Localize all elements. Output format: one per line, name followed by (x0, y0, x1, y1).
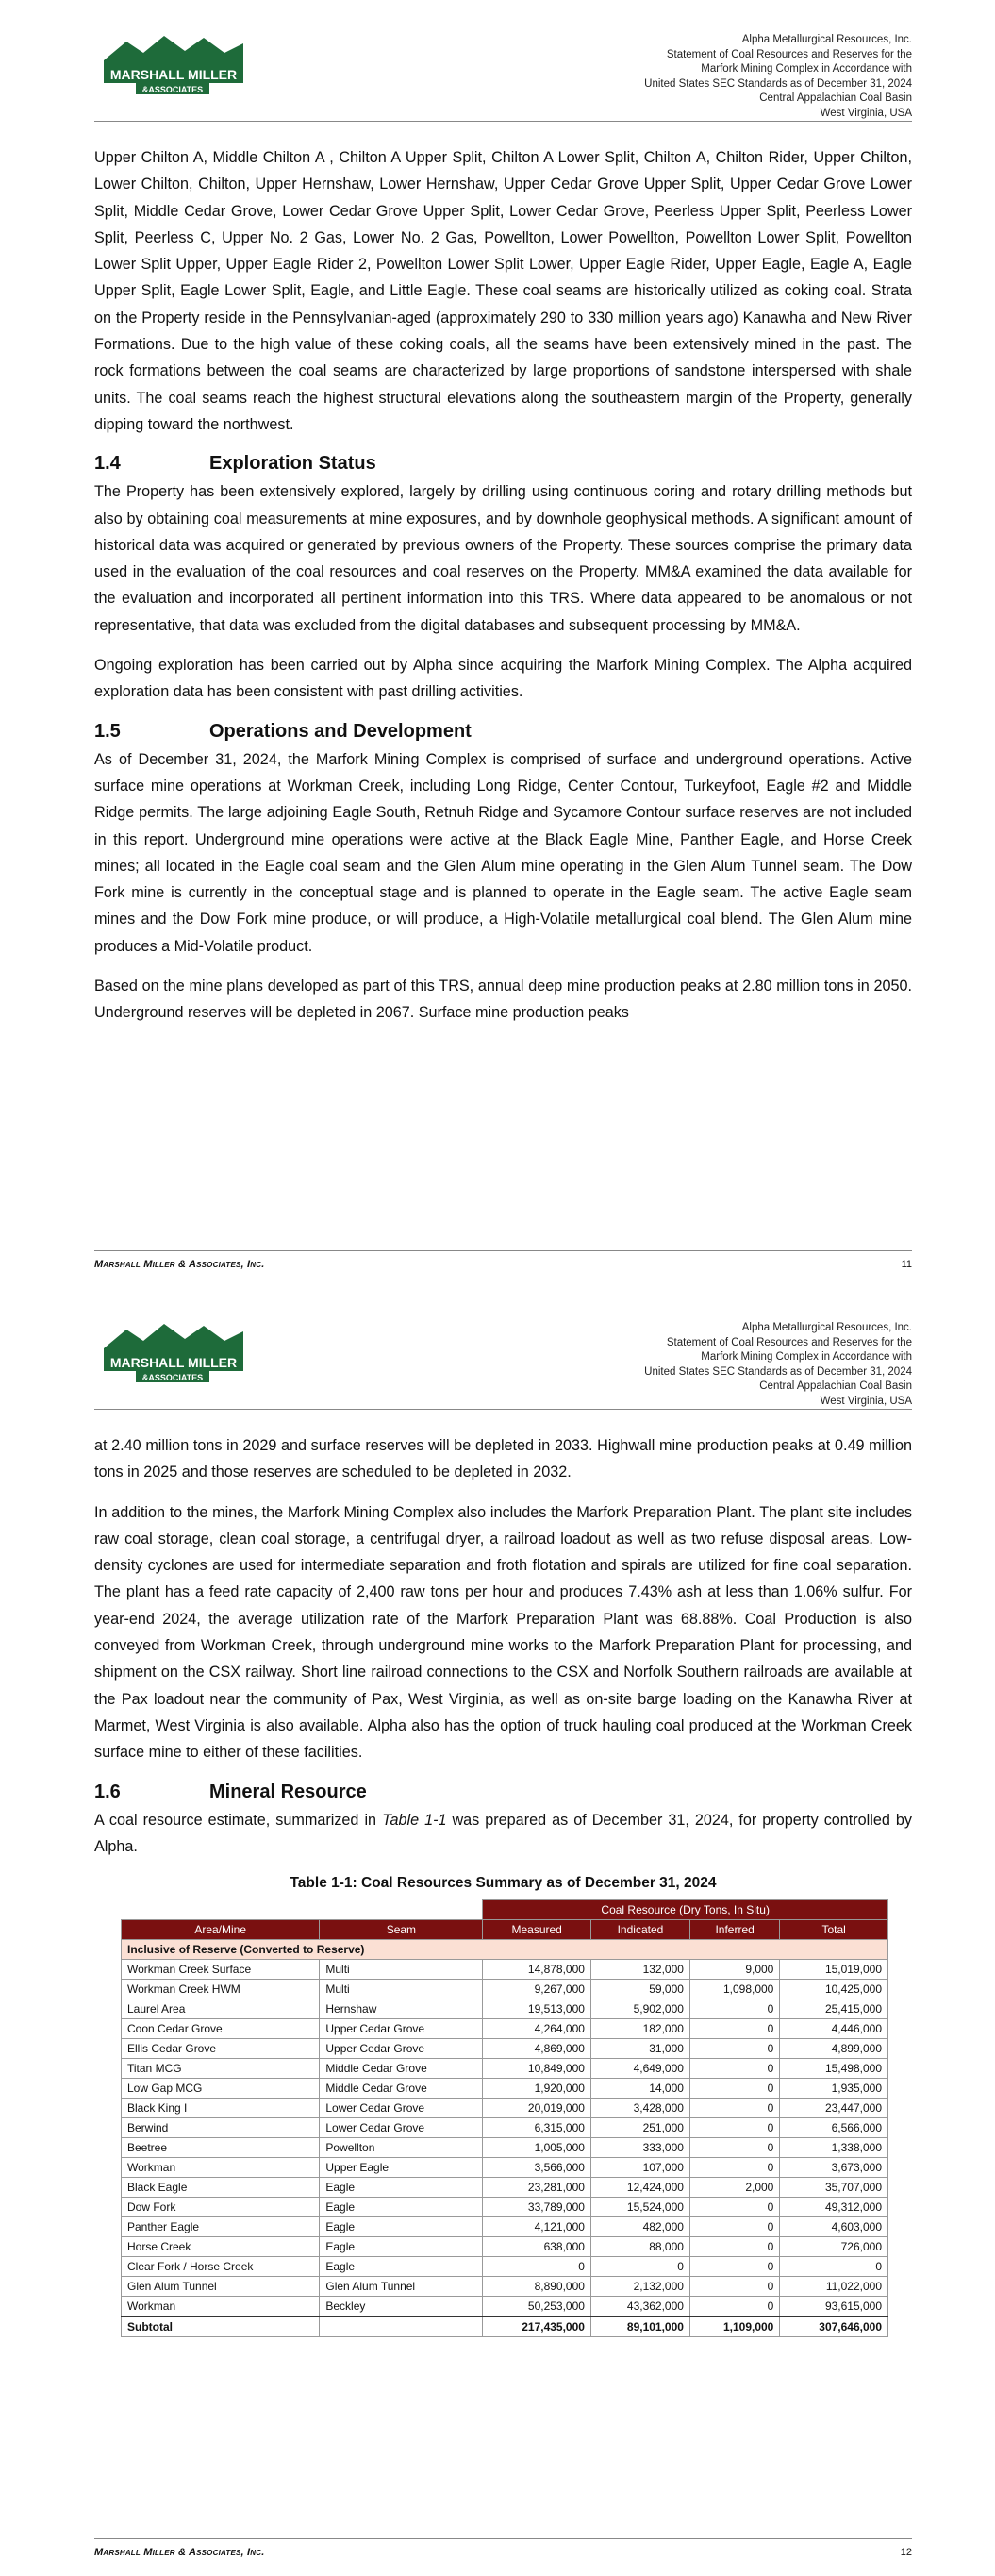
table-row (122, 2158, 888, 2178)
table-cell-value: 15,524,000 (590, 2198, 689, 2217)
table-cell-value: 0 (689, 2079, 779, 2099)
subtotal-cell: 1,109,000 (689, 2317, 779, 2337)
paragraph-ongoing-exploration: Ongoing exploration has been carried out by Alpha since acquiring the Marfork Mining Complex. The Alpha acquired exploration data has been consistent with past drilling activities. (94, 657, 912, 701)
table-section-row: Inclusive of Reserve (Converted to Reserve) (122, 1940, 888, 1960)
col-area-mine: Area/Mine (122, 1920, 320, 1940)
table-cell-value: 9,267,000 (483, 1980, 591, 1999)
paragraph-exploration: The Property has been extensively explored, largely by drilling using continuous coring and rotary drilling methods but also by obtaining coal measurements at mine exposures, and by downhole geophysical methods. A significant amount of historical data was acquired or generated by previous owners of the Property. These sources comprise the primary data used in the evaluation of the coal resources and coal reserves on the Property. MM&A examined the data available for the evaluation and incorporated all pertinent information into this TRS. Where data appeared to be anomalous or not representative, that data was excluded from the digital databases and subsequent processing by MM&A. (94, 483, 912, 634)
table-cell: Beckley (320, 2297, 483, 2317)
paragraph-mine-plans: Based on the mine plans developed as part of this TRS, annual deep mine production peaks at 2.80 million tons in 2050. Underground reserves will be depleted in 2067. Surface mine production peaks (94, 978, 912, 1022)
table-cell-value: 0 (689, 2257, 779, 2277)
col-seam: Seam (320, 1920, 483, 1940)
table-cell-value: 59,000 (590, 1980, 689, 1999)
heading-mineral-resource: 1.6 Mineral Resource (94, 1781, 367, 1802)
table-cell-value: 23,281,000 (483, 2178, 591, 2198)
table-row (122, 2118, 888, 2138)
table-cell-value: 35,707,000 (780, 2178, 888, 2198)
col-total: Total (780, 1920, 888, 1940)
table-cell-value: 33,789,000 (483, 2198, 591, 2217)
table-reference-link: Table 1-1 (382, 1811, 447, 1829)
table-cell-value: 1,920,000 (483, 2079, 591, 2099)
page-number: 12 (900, 2547, 912, 2558)
table-cell-value: 0 (689, 2019, 779, 2039)
table-cell: Horse Creek (122, 2237, 320, 2257)
table-row (122, 2277, 888, 2297)
col-indicated: Indicated (590, 1920, 689, 1940)
subtotal-cell: 89,101,000 (590, 2317, 689, 2337)
table-group-header: Coal Resource (Dry Tons, In Situ) (483, 1900, 888, 1920)
table-cell-value: 25,415,000 (780, 1999, 888, 2019)
table-cell-value: 93,615,000 (780, 2297, 888, 2317)
table-cell: Upper Cedar Grove (320, 2039, 483, 2059)
table-cell-value: 0 (780, 2257, 888, 2277)
table-cell-value: 14,000 (590, 2079, 689, 2099)
table-cell: Ellis Cedar Grove (122, 2039, 320, 2059)
paragraph-preparation-plant: In addition to the mines, the Marfork Mining Complex also includes the Marfork Preparation Plant. The plant site includes raw coal storage, clean coal storage, a centrifugal dryer, a railroad loadout as well as two refuse disposal areas. Low-density cyclones are used for intermediate separation and froth flotation and spirals are utilized for fine coal separation. The plant has a feed rate capacity of 2,400 raw tons per hour and produces 7.43% ash at less than 1.06% sulfur. For year-end 2024, the average utilization rate of the Marfork Preparation Plant was 68.88%. Coal Production is also conveyed from Workman Creek, through underground mine works to the Marfork Preparation Plant for processing, and shipment on the CSX railway. Short line railroad connections to the CSX and Norfolk Southern railroads are available at the Pax loadout near the community of Pax, West Virginia, as well as on-site barge loading on the Kanawha River at Marmet, West Virginia is also available. Alpha also has the option of truck hauling coal produced at the Workman Creek surface mine to either of these facilities. (94, 1503, 912, 1762)
table-row (122, 2178, 888, 2198)
table-cell: Black King I (122, 2099, 320, 2118)
table-cell-value: 0 (689, 2277, 779, 2297)
table-row (122, 1980, 888, 1999)
svg-text:MARSHALL MILLER: MARSHALL MILLER (109, 1355, 238, 1370)
table-cell: Laurel Area (122, 1999, 320, 2019)
table-cell: Clear Fork / Horse Creek (122, 2257, 320, 2277)
table-cell-value: 1,935,000 (780, 2079, 888, 2099)
table-cell: Workman (122, 2158, 320, 2178)
table-cell: Upper Eagle (320, 2158, 483, 2178)
table-cell-value: 0 (689, 2099, 779, 2118)
table-cell-value: 0 (590, 2257, 689, 2277)
table-cell: Glen Alum Tunnel (122, 2277, 320, 2297)
table-row (122, 2019, 888, 2039)
table-cell: Eagle (320, 2198, 483, 2217)
subtotal-cell: 217,435,000 (483, 2317, 591, 2337)
table-cell-value: 88,000 (590, 2237, 689, 2257)
table-cell-value: 0 (689, 2158, 779, 2178)
table-cell-value: 5,902,000 (590, 1999, 689, 2019)
table-cell: Dow Fork (122, 2198, 320, 2217)
table-subtotal-row (122, 2317, 888, 2337)
table-cell: Berwind (122, 2118, 320, 2138)
paragraph-resource-estimate: A coal resource estimate, summarized in Table 1-1 was prepared as of December 31, 2024, for property controlled by Alpha. (94, 1811, 912, 1855)
table-cell: Workman Creek HWM (122, 1980, 320, 1999)
table-cell-value: 2,132,000 (590, 2277, 689, 2297)
table-cell-value: 0 (689, 2297, 779, 2317)
table-cell: Lower Cedar Grove (320, 2118, 483, 2138)
table-cell-value: 0 (483, 2257, 591, 2277)
table-cell-value: 2,000 (689, 2178, 779, 2198)
heading-exploration-status: 1.4 Exploration Status (94, 453, 376, 475)
page-12 (0, 1288, 995, 2576)
table-cell-value: 19,513,000 (483, 1999, 591, 2019)
table-cell: Eagle (320, 2257, 483, 2277)
table-cell: Upper Cedar Grove (320, 2019, 483, 2039)
table-cell: Multi (320, 1980, 483, 1999)
table-cell: Titan MCG (122, 2059, 320, 2079)
table-cell: Black Eagle (122, 2178, 320, 2198)
table-cell-value: 12,424,000 (590, 2178, 689, 2198)
table-cell: Hernshaw (320, 1999, 483, 2019)
table-cell-value: 1,005,000 (483, 2138, 591, 2158)
table-cell-value: 8,890,000 (483, 2277, 591, 2297)
table-cell-value: 49,312,000 (780, 2198, 888, 2217)
table-cell-value: 0 (689, 2138, 779, 2158)
table-cell-value: 3,673,000 (780, 2158, 888, 2178)
paragraph-operations: As of December 31, 2024, the Marfork Mining Complex is comprised of surface and underground operations. Active surface mine operations at Workman Creek, including Long Ridge, Center Contour, Turkeyfoot, Eagle #2 and Middle Ridge permits. The large adjoining Eagle South, Retnuh Ridge and Sycamore Contour surface reserves are not included in this report. Underground mine operations were active at the Black Eagle Mine, Panther Eagle, and Horse Creek mines; all located in the Eagle coal seam and the Glen Alum mine operating in the Glen Alum Tunnel seam. The Dow Fork mine is currently in the conceptual stage and is planned to operate in the Eagle seam. The active Eagle seam mines and the Dow Fork mine produce, or will produce, a High-Volatile metallurgical coal blend. The Glen Alum mine produces a Mid-Volatile product. (94, 750, 912, 955)
table-cell-value: 20,019,000 (483, 2099, 591, 2118)
table-cell-value: 333,000 (590, 2138, 689, 2158)
heading-operations-development: 1.5 Operations and Development (94, 720, 472, 742)
table-cell-value: 0 (689, 2217, 779, 2237)
table-cell-value: 0 (689, 2039, 779, 2059)
subtotal-cell (320, 2317, 483, 2337)
coal-resources-table (121, 1899, 888, 2337)
col-inferred: Inferred (689, 1920, 779, 1940)
header-text: Alpha Metallurgical Resources, Inc. Statement of Coal Resources and Reserves for the Marfork Mining Complex in Accordance with United States SEC Standards as of December 31, 2024 Central Appalachian Coal Basin West Virginia, USA (644, 1322, 912, 1407)
table-cell-value: 0 (689, 2118, 779, 2138)
table-cell: Multi (320, 1960, 483, 1980)
table-cell-value: 107,000 (590, 2158, 689, 2178)
page-number: 11 (901, 1259, 912, 1270)
table-cell-value: 726,000 (780, 2237, 888, 2257)
page-footer: Marshall Miller & Associates, Inc. 11 (94, 1250, 912, 1270)
table-cell-value: 23,447,000 (780, 2099, 888, 2118)
table-cell-value: 6,566,000 (780, 2118, 888, 2138)
svg-text:&ASSOCIATES: &ASSOCIATES (141, 85, 204, 94)
table-row (122, 2079, 888, 2099)
table-cell-value: 3,428,000 (590, 2099, 689, 2118)
table-cell: Middle Cedar Grove (320, 2059, 483, 2079)
table-cell-value: 4,446,000 (780, 2019, 888, 2039)
table-cell: Coon Cedar Grove (122, 2019, 320, 2039)
table-cell-value: 10,425,000 (780, 1980, 888, 1999)
table-row (122, 2099, 888, 2118)
table-cell-value: 9,000 (689, 1960, 779, 1980)
table-cell: Workman Creek Surface (122, 1960, 320, 1980)
table-cell: Low Gap MCG (122, 2079, 320, 2099)
marshall-miller-logo (98, 28, 249, 100)
table-row (122, 1960, 888, 1980)
table-cell-value: 1,338,000 (780, 2138, 888, 2158)
table-cell-value: 4,869,000 (483, 2039, 591, 2059)
table-cell-value: 0 (689, 2237, 779, 2257)
table-cell-value: 6,315,000 (483, 2118, 591, 2138)
table-cell-value: 15,019,000 (780, 1960, 888, 1980)
table-cell-value: 4,121,000 (483, 2217, 591, 2237)
table-cell: Workman (122, 2297, 320, 2317)
table-row (122, 2059, 888, 2079)
table-row (122, 1999, 888, 2019)
table-cell-value: 482,000 (590, 2217, 689, 2237)
table-cell: Middle Cedar Grove (320, 2079, 483, 2099)
table-row (122, 2039, 888, 2059)
svg-text:&ASSOCIATES: &ASSOCIATES (141, 1373, 204, 1382)
table-row (122, 2217, 888, 2237)
table-cell-value: 15,498,000 (780, 2059, 888, 2079)
table-cell-value: 0 (689, 2059, 779, 2079)
table-cell: Eagle (320, 2217, 483, 2237)
table-cell-value: 4,603,000 (780, 2217, 888, 2237)
subtotal-cell: 307,646,000 (780, 2317, 888, 2337)
page-header (94, 1288, 912, 1410)
table-cell: Panther Eagle (122, 2217, 320, 2237)
table-title: Table 1-1: Coal Resources Summary as of December 31, 2024 (290, 1875, 717, 1892)
table-cell-value: 182,000 (590, 2019, 689, 2039)
table-cell-value: 31,000 (590, 2039, 689, 2059)
table-cell-value: 4,649,000 (590, 2059, 689, 2079)
table-cell-value: 1,098,000 (689, 1980, 779, 1999)
table-cell-value: 3,566,000 (483, 2158, 591, 2178)
table-cell-value: 50,253,000 (483, 2297, 591, 2317)
table-cell-value: 251,000 (590, 2118, 689, 2138)
table-cell-value: 10,849,000 (483, 2059, 591, 2079)
header-text: Alpha Metallurgical Resources, Inc. Statement of Coal Resources and Reserves for the Marfork Mining Complex in Accordance with United States SEC Standards as of December 31, 2024 Central Appalachian Coal Basin West Virginia, USA (644, 34, 912, 119)
col-measured: Measured (483, 1920, 591, 1940)
table-cell: Eagle (320, 2178, 483, 2198)
table-row (122, 2138, 888, 2158)
table-cell-value: 638,000 (483, 2237, 591, 2257)
table-cell-value: 132,000 (590, 1960, 689, 1980)
table-row (122, 2198, 888, 2217)
svg-text:MARSHALL MILLER: MARSHALL MILLER (109, 67, 238, 82)
subtotal-cell: Subtotal (122, 2317, 320, 2337)
paragraph-surface-production: at 2.40 million tons in 2029 and surface reserves will be depleted in 2033. Highwall mine production peaks at 0.49 million tons in 2025 and those reserves are scheduled to be depleted in 2032. (94, 1437, 912, 1481)
table-cell-value: 11,022,000 (780, 2277, 888, 2297)
table-row (122, 2257, 888, 2277)
table-cell: Lower Cedar Grove (320, 2099, 483, 2118)
table-cell: Powellton (320, 2138, 483, 2158)
page-header (94, 0, 912, 122)
table-cell-value: 14,878,000 (483, 1960, 591, 1980)
table-cell: Beetree (122, 2138, 320, 2158)
marshall-miller-logo (98, 1316, 249, 1388)
paragraph-seams: Upper Chilton A, Middle Chilton A , Chilton A Upper Split, Chilton A Lower Split, Chilton A, Chilton Rider, Upper Chilton, Lower Chilton, Chilton, Upper Hernshaw, Lower Hernshaw, Upper Cedar Grove Upper Split, Upper Cedar Grove Lower Split, Middle Cedar Grove, Lower Cedar Grove Upper Split, Lower Cedar Grove, Peerless Upper Split, Peerless Lower Split, Peerless C, Upper No. 2 Gas, Lower No. 2 Gas, Powellton, Lower Powellton, Powellton Lower Split, Powellton Lower Split Upper, Upper Eagle Rider 2, Powellton Lower Split Lower, Upper Eagle Rider, Upper Eagle, Eagle A, Eagle Upper Split, Eagle Lower Split, Eagle, and Little Eagle. These coal seams are historically utilized as coking coal. Strata on the Property reside in the Pennsylvanian-aged (approximately 290 to 330 million years ago) Kanawha and New River Formations. Due to the high value of these coking coals, all the seams have been extensively mined in the past. The rock formations between the coal seams are characterized by large proportions of sandstone interspersed with shale units. The coal seams reach the highest structural elevations along the southeastern margin of the Property, generally dipping toward the northwest. (94, 149, 912, 433)
page-footer: Marshall Miller & Associates, Inc. 12 (94, 2538, 912, 2558)
table-row (122, 2237, 888, 2257)
table-cell-value: 4,264,000 (483, 2019, 591, 2039)
table-cell-value: 4,899,000 (780, 2039, 888, 2059)
table-row (122, 2297, 888, 2317)
table-cell-value: 0 (689, 2198, 779, 2217)
table-cell: Glen Alum Tunnel (320, 2277, 483, 2297)
table-cell-value: 43,362,000 (590, 2297, 689, 2317)
table-cell-value: 0 (689, 1999, 779, 2019)
table-cell: Eagle (320, 2237, 483, 2257)
